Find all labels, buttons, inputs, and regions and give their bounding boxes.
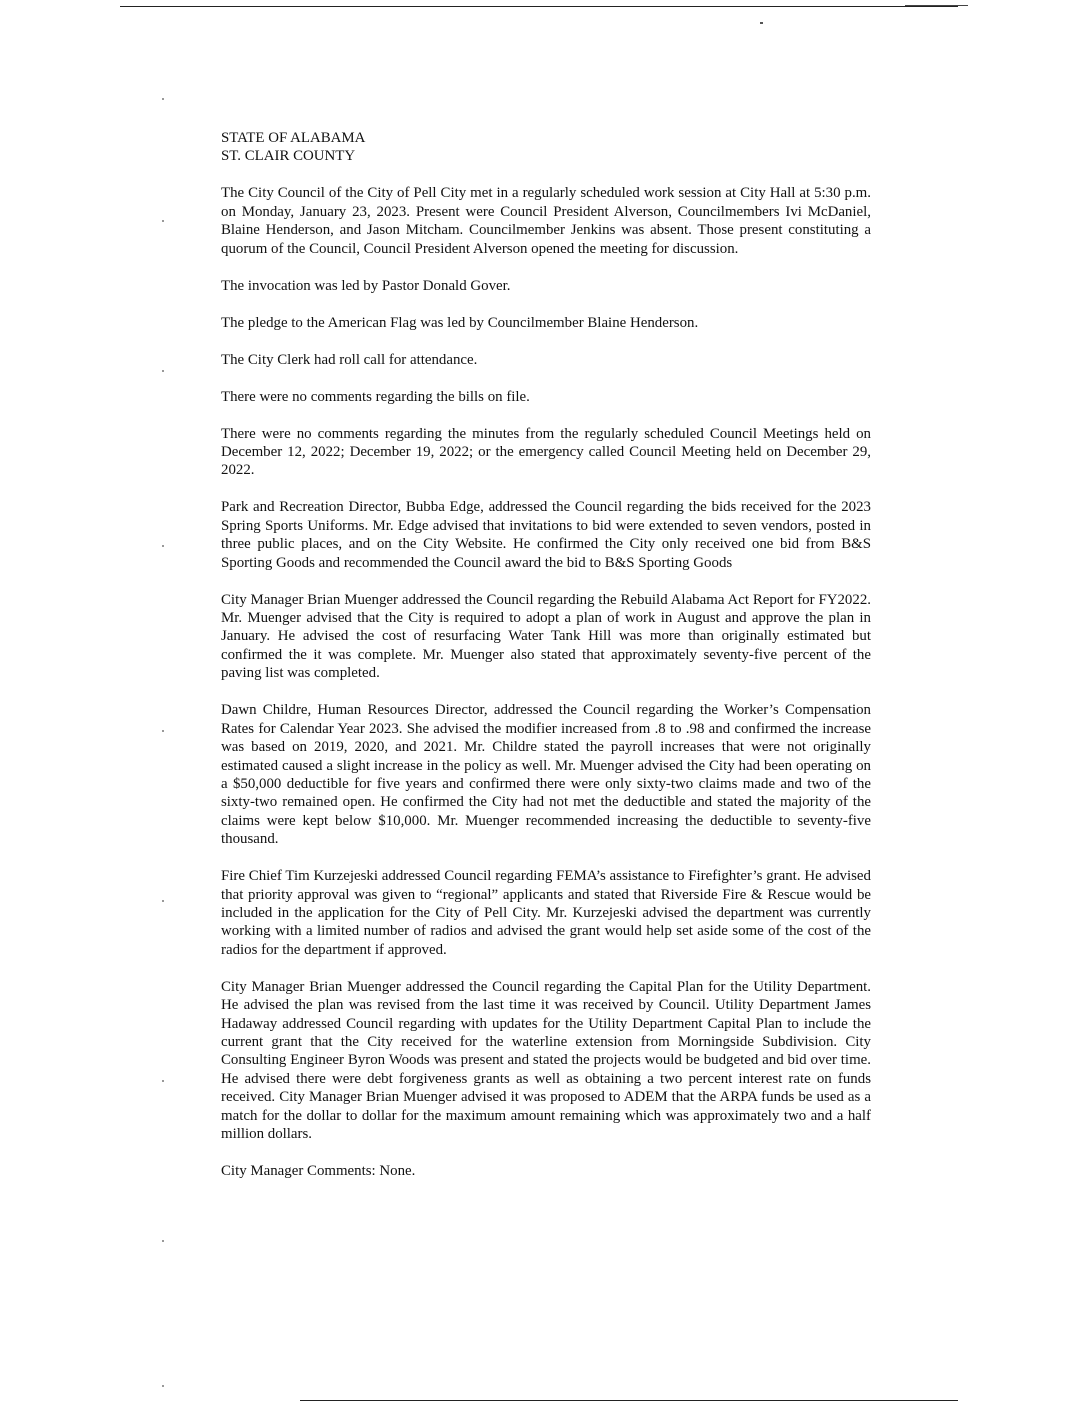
minutes-document	[221, 129, 871, 1199]
scan-speck	[760, 22, 763, 24]
paragraph-workers-comp: Dawn Childre, Human Resources Director, addressed the Council regarding the Worker’s Compensation Rates for Calendar Year 2023. She advised the modifier increased from .8 to .98 and confirmed the increase was based on 2019, 2020, and 2021. Mr. Childre stated the payroll increases that were not originally estimated caused a slight increase in the policy as well. Mr. Muenger advised the City had been operating on a $50,000 deductible for five years and confirmed there were only sixty-two claims made and two of the sixty-two remained open. He confirmed the City had not met the deductible and stated the majority of the claims were kept below $10,000. Mr. Muenger recommended increasing the deductible to seventy-five thousand.	[221, 702, 871, 848]
paragraph-meeting-opening: The City Council of the City of Pell City met in a regularly scheduled work session at City Hall at 5:30 p.m. on Monday, January 23, 2023. Present were Council President Alverson, Councilmembers Ivi McDaniel, Blaine Henderson, and Jason Mitcham. Councilmember Jenkins was absent. Those present constituting a quorum of the Council, Council President Alverson opened the meeting for discussion.	[221, 185, 871, 257]
margin-mark	[162, 370, 164, 372]
document-heading	[221, 129, 871, 166]
paragraph-bills: There were no comments regarding the bills on file.	[221, 388, 530, 405]
scan-top-border-fragment	[905, 5, 968, 6]
paragraph-invocation: The invocation was led by Pastor Donald Gover.	[221, 277, 511, 294]
paragraph-rebuild-alabama: City Manager Brian Muenger addressed the Council regarding the Rebuild Alabama Act Report for FY2022. Mr. Muenger advised that the City is required to adopt a plan of work in August and approve the plan in January. He advised the cost of resurfacing Water Tank Hill was more than originally estimated but confirmed the it was complete. Mr. Muenger also stated that approximately seventy-five percent of the paving list was completed.	[221, 591, 871, 682]
margin-mark	[162, 98, 164, 100]
paragraph-capital-plan: City Manager Brian Muenger addressed the Council regarding the Capital Plan for the Utility Department. He advised the plan was revised from the last time it was received by Council. Utility Department James Hadaway addressed Council regarding with updates for the Utility Department Capital Plan to include the current grant that the City received for the waterline extension from Morningside Subdivision. City Consulting Engineer Byron Woods was present and stated the projects would be budgeted and bid over time. He advised there were debt forgiveness grants as well as obtaining a two percent interest rate on funds received. City Manager Brian Muenger advised it was proposed to ADEM that the ARPA funds be used as a match for the dollar to dollar for the maximum amount remaining which was approximately two and a half million dollars.	[221, 978, 871, 1142]
margin-mark	[162, 1385, 164, 1387]
scan-bottom-border	[300, 1400, 958, 1401]
margin-mark	[162, 1080, 164, 1082]
paragraph-fema-grant: Fire Chief Tim Kurzejeski addressed Council regarding FEMA’s assistance to Firefighter’s grant. He advised that priority approval was given to “regional” applicants and stated that Riverside Fire & Rescue would be included in the application for the City of Pell City. Mr. Kurzejeski advised the department was currently working with a limited number of radios and advised the grant would help set aside some of the cost of the radios for the department if approved.	[221, 868, 871, 958]
margin-mark	[162, 900, 164, 902]
county-heading: ST. CLAIR COUNTY	[221, 148, 356, 165]
margin-mark	[162, 1240, 164, 1242]
paragraph-sports-uniforms: Park and Recreation Director, Bubba Edge, addressed the Council regarding the bids received for the 2023 Spring Sports Uniforms. Mr. Edge advised that invitations to bid were extended to seven vendors, posted in three public places, and on the City Website. He confirmed the City only received one bid from B&S Sporting Goods and recommended the Council award the bid to B&S Sporting Goods	[221, 499, 871, 571]
paragraph-manager-comments: City Manager Comments: None.	[221, 1163, 416, 1179]
margin-mark	[162, 220, 164, 222]
paragraph-minutes: There were no comments regarding the minutes from the regularly scheduled Council Meetings held on December 12, 2022; December 19, 2022; or the emergency called Council Meeting held on December 29, 2022.	[221, 425, 871, 479]
paragraph-pledge: The pledge to the American Flag was led by Councilmember Blaine Henderson.	[221, 314, 699, 331]
scan-top-border	[120, 6, 958, 7]
margin-mark	[162, 545, 164, 547]
state-heading: STATE OF ALABAMA	[221, 130, 366, 146]
paragraph-roll-call: The City Clerk had roll call for attendance.	[221, 351, 478, 368]
margin-mark	[162, 730, 164, 732]
